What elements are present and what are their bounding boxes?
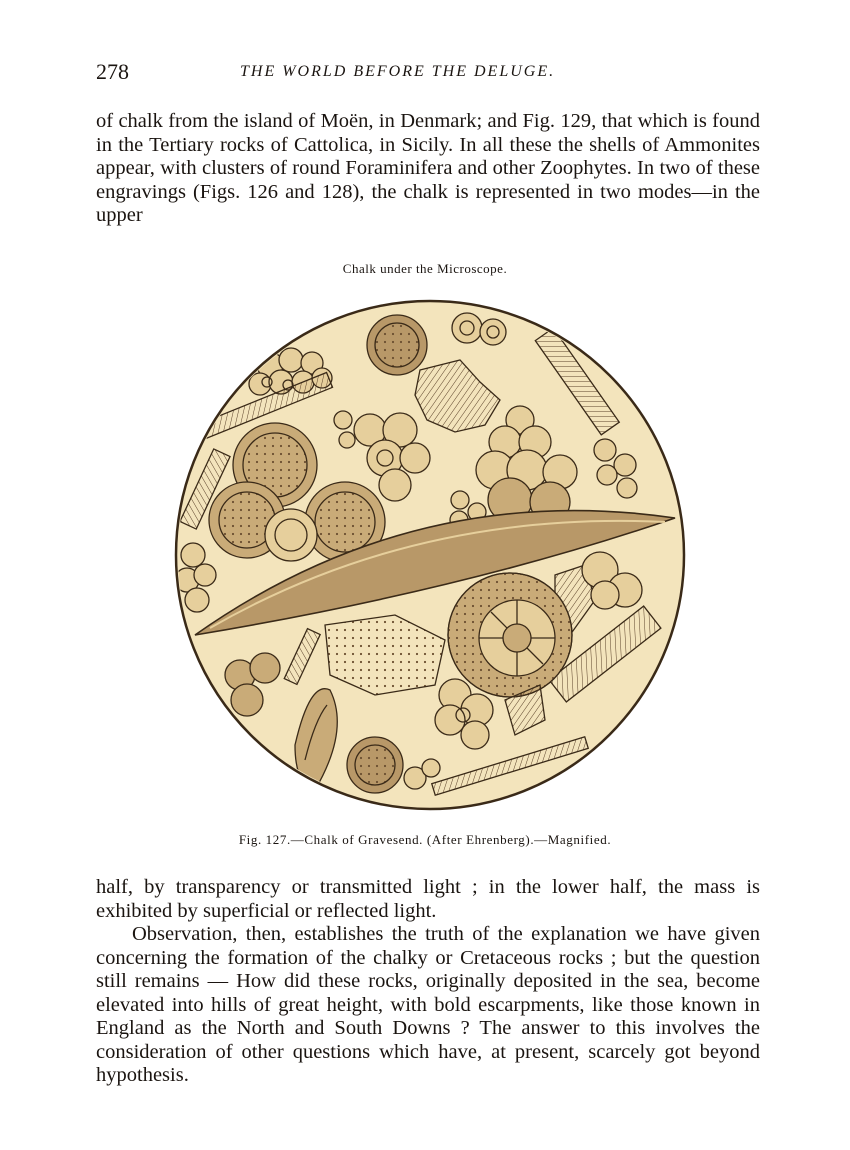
body-paragraph-bottom-1: half, by transparency or transmitted light ; in the lower half, the mass is exhibited by superficial or reflected light.: [96, 876, 760, 922]
running-head: THE WORLD BEFORE THE DELUGE.: [240, 63, 556, 80]
page-number: 278: [96, 59, 129, 84]
foraminifera-ring-top: [367, 315, 427, 375]
ammonite-shell: [448, 573, 572, 697]
foraminifera-ring-bottom: [347, 737, 403, 793]
microscope-illustration: [165, 290, 695, 820]
body-paragraph-top: of chalk from the island of Moën, in Denmark; and Fig. 129, that which is found in the Tertiary rocks of Cattolica, in Sicily. In all these the shells of Ammonites appear, with clusters of round Foraminifera and other Zoophytes. In two of these engravings (Figs. 126 and 128), the chalk is represented in two modes—in the upper: [96, 110, 760, 226]
figure-caption: Fig. 127.—Chalk of Gravesend. (After Ehrenberg).—Magnified.: [238, 832, 612, 847]
figure-title: Chalk under the Microscope.: [342, 261, 508, 276]
body-paragraph-bottom-2: Observation, then, establishes the truth of the explanation we have given concerning the formation of the chalky or Cretaceous rocks ; but the question still remains — How did these rocks, originally deposited in the sea, become elevated into hills of great height, with bold escarpments, like those known in England as the North and South Downs ? The answer to this involves the consideration of other questions which have, at present, scarcely got beyond hypothesis.: [96, 923, 760, 1086]
